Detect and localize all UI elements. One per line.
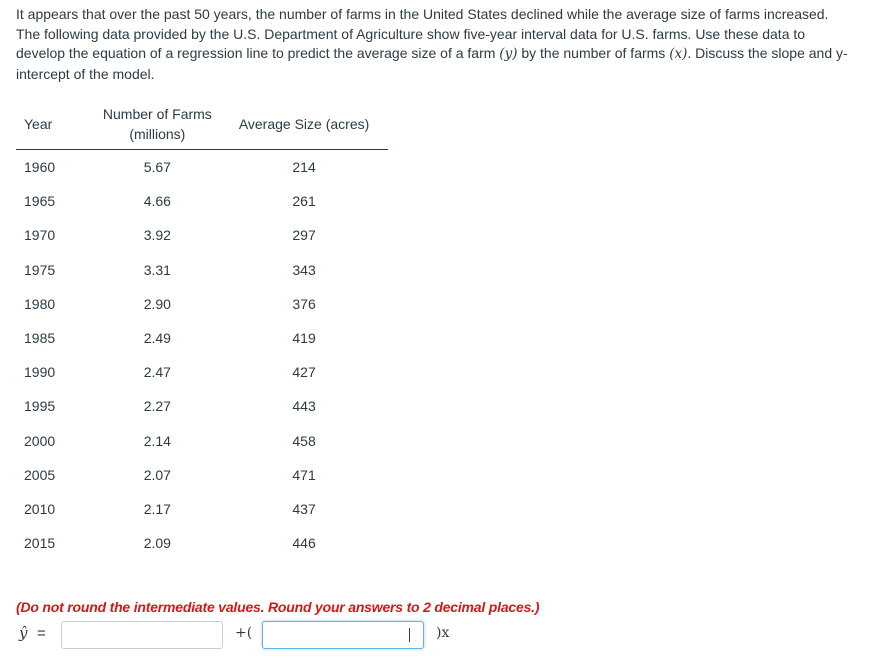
cell-size: 419 (292, 330, 316, 347)
cell-size: 437 (292, 500, 316, 517)
header-farms-line1: Number of Farms (102, 105, 212, 122)
cell-size: 443 (292, 398, 316, 415)
x-variable: (x) (669, 46, 688, 63)
cell-size: 458 (292, 432, 316, 449)
cell-size: 446 (292, 535, 316, 552)
equals-sign: = (37, 625, 46, 642)
cell-farms: 2.47 (143, 364, 171, 381)
table-row (16, 355, 388, 389)
y-hat-symbol: ŷ (19, 624, 28, 642)
header-year: Year (16, 98, 95, 150)
question-prompt (16, 5, 856, 84)
cell-farms: 2.14 (143, 432, 171, 449)
plus-open-paren: +( (235, 625, 253, 641)
cell-farms: 2.49 (143, 330, 171, 347)
cell-size: 214 (292, 159, 316, 176)
cell-farms: 3.31 (143, 261, 171, 278)
header-number-of-farms (95, 98, 221, 150)
cell-year: 1980 (24, 295, 56, 312)
cell-year: 1970 (24, 227, 56, 244)
table-row (16, 321, 388, 355)
cell-year: 2010 (24, 500, 56, 517)
y-variable: (y) (499, 46, 518, 63)
cell-farms: 2.90 (143, 295, 171, 312)
cell-year: 1990 (24, 364, 56, 381)
header-farms-line2: (millions) (129, 125, 186, 142)
cell-year: 2000 (24, 432, 56, 449)
cell-year: 2015 (24, 535, 56, 552)
table-row (16, 389, 388, 423)
slope-input[interactable] (262, 621, 424, 649)
prompt-text-1: It appears that over the past 50 years, the number of farms in the United States declined while the average size of farms increased. The following data provided by the U.S. Department of Agriculture show five-year interval data for U.S. farms. Use these data to develop the equation of a regression line to predict the average size of a farm (16, 6, 829, 62)
cell-size: 297 (292, 227, 316, 244)
cell-farms: 2.27 (143, 398, 171, 415)
cell-farms: 2.09 (143, 535, 171, 552)
text-cursor (409, 628, 410, 642)
cell-farms: 2.17 (143, 500, 171, 517)
cell-year: 1975 (24, 261, 56, 278)
table-body (16, 150, 388, 561)
table-row (16, 458, 388, 492)
table-row (16, 184, 388, 218)
table-row (16, 287, 388, 321)
header-average-size: Average Size (acres) (220, 98, 388, 150)
cell-size: 427 (292, 364, 316, 381)
cell-farms: 4.66 (143, 193, 171, 210)
cell-size: 471 (292, 466, 316, 483)
table-row (16, 424, 388, 458)
table-row (16, 150, 388, 185)
cell-year: 1995 (24, 398, 56, 415)
table-row (16, 492, 388, 526)
cell-farms: 2.07 (143, 466, 171, 483)
rounding-instruction: (Do not round the intermediate values. Round your answers to 2 decimal places.) (16, 599, 540, 615)
prompt-text-3: . Discuss the slope and y-intercept of the model. (16, 45, 848, 82)
prompt-text-2: by the number of farms (517, 45, 670, 62)
answer-row (16, 621, 856, 651)
table-row (16, 218, 388, 252)
cell-size: 376 (292, 295, 316, 312)
table-row (16, 526, 388, 560)
cell-farms: 3.92 (143, 227, 171, 244)
intercept-input[interactable] (61, 621, 223, 649)
cell-year: 1985 (24, 330, 56, 347)
table-header-row (16, 98, 388, 150)
cell-farms: 5.67 (143, 159, 171, 176)
cell-size: 261 (292, 193, 316, 210)
table-row (16, 253, 388, 287)
farm-data-table (16, 98, 388, 560)
cell-size: 343 (292, 261, 316, 278)
cell-year: 1965 (24, 193, 56, 210)
cell-year: 2005 (24, 466, 56, 483)
close-paren-x: )x (436, 625, 450, 641)
cell-year: 1960 (24, 159, 56, 176)
